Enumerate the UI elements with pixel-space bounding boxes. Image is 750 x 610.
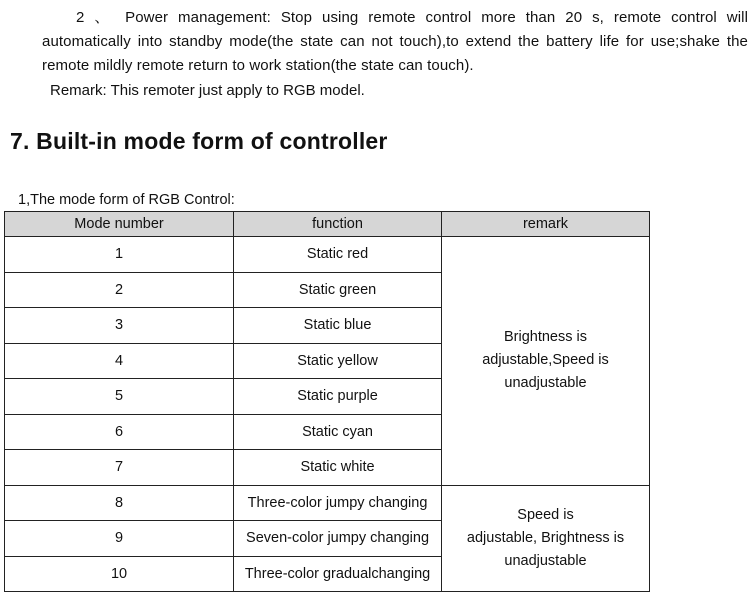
table-header-row <box>5 212 650 237</box>
power-management-line: 2 、 Power management: Stop using remote control more than 20 s, remote control will <box>76 9 748 26</box>
remark-line: adjustable,Speed is <box>482 352 609 369</box>
mode-number-cell: 10 <box>5 556 234 592</box>
remark-line: adjustable, Brightness is <box>466 529 625 546</box>
remark-line: Brightness is <box>503 329 587 346</box>
function-cell: Seven-color jumpy changing <box>234 521 442 557</box>
function-cell: Static green <box>234 272 442 308</box>
function-cell: Static yellow <box>234 343 442 379</box>
header-remark: remark <box>442 212 650 237</box>
function-cell: Static blue <box>234 308 442 344</box>
mode-number-cell: 8 <box>5 485 234 521</box>
remoter-remark: Remark: This remoter just apply to RGB model. <box>50 82 365 99</box>
function-cell: Static purple <box>234 379 442 415</box>
header-mode-number: Mode number <box>5 212 234 237</box>
mode-number-cell: 3 <box>5 308 234 344</box>
function-cell: Static white <box>234 450 442 486</box>
remark-line: unadjustable <box>504 375 587 392</box>
remark-line: unadjustable <box>504 552 587 569</box>
table-row <box>5 485 650 521</box>
function-cell: Three-color jumpy changing <box>234 485 442 521</box>
power-management-line: automatically into standby mode(the state can not touch),to extend the battery life for use;shake the <box>42 33 748 50</box>
mode-number-cell: 7 <box>5 450 234 486</box>
remark-cell-changing-modes <box>442 485 650 592</box>
function-cell: Three-color gradualchanging <box>234 556 442 592</box>
remark-line: Speed is <box>517 506 574 523</box>
table-caption: 1,The mode form of RGB Control: <box>18 192 235 208</box>
remark-cell-static-modes <box>442 237 650 486</box>
mode-number-cell: 6 <box>5 414 234 450</box>
mode-number-cell: 1 <box>5 237 234 273</box>
power-management-paragraph <box>42 6 748 78</box>
mode-number-cell: 9 <box>5 521 234 557</box>
mode-number-cell: 4 <box>5 343 234 379</box>
mode-number-cell: 2 <box>5 272 234 308</box>
header-function: function <box>234 212 442 237</box>
function-cell: Static red <box>234 237 442 273</box>
power-management-line: remote mildly remote return to work station(the state can touch). <box>42 57 474 74</box>
mode-table <box>4 211 650 592</box>
mode-number-cell: 5 <box>5 379 234 415</box>
table-row <box>5 237 650 273</box>
section-heading: 7. Built-in mode form of controller <box>10 128 388 154</box>
function-cell: Static cyan <box>234 414 442 450</box>
